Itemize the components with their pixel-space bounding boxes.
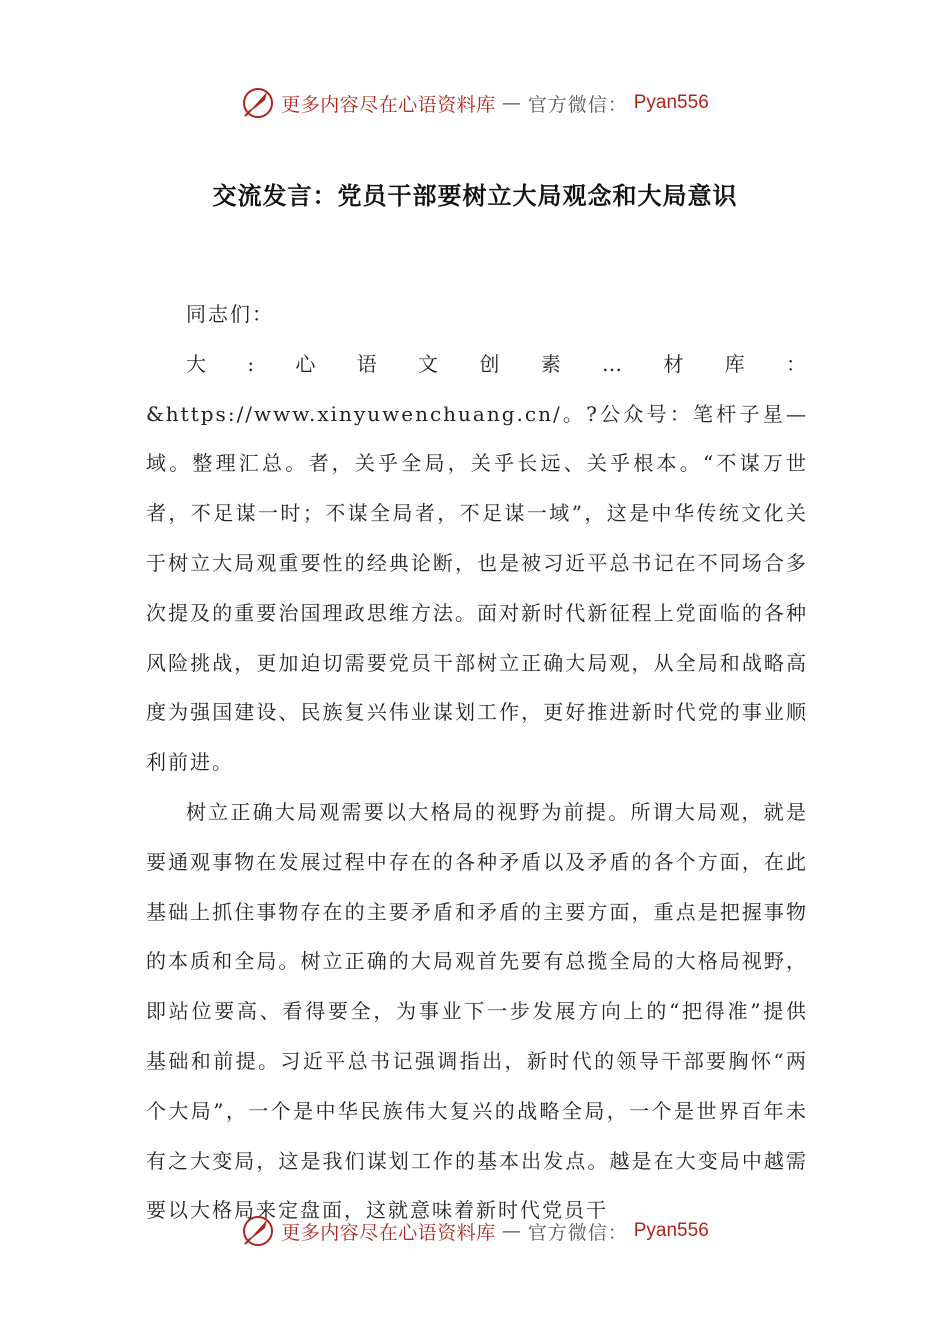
banner-official-label: 官方微信：	[527, 93, 628, 116]
footer-watermark-banner	[0, 1211, 950, 1251]
banner-official-label: 官方微信：	[527, 1221, 628, 1244]
document-title: 交流发言：党员干部要树立大局观念和大局意识	[212, 182, 738, 210]
document-body	[146, 290, 808, 1236]
banner-brand-text: 更多内容尽在心语资料库	[281, 93, 496, 116]
banner-account-id: Pyan556	[633, 1220, 709, 1241]
banner-separator: —	[501, 92, 522, 114]
paragraph-2: 树立正确大局观需要以大格局的视野为前提。所谓大局观，就是要通观事物在发展过程中存在的各种矛盾以及矛盾的各个方面，在此基础上抓住事物存在的主要矛盾和矛盾的主要方面，重点是把握事物的本质和全局。树立正确的大局观首先要有总揽全局的大格局视野，即站位要高、看得要全，为事业下一步发展方向上的“把得准”提供基础和前提。习近平总书记强调指出，新时代的领导干部要胸怀“两个大局”，一个是中华民族伟大复兴的战略全局，一个是世界百年未有之大变局，这是我们谋划工作的基本出发点。越是在大变局中越需要以大格局来定盘面，这就意味着新时代党员干	[146, 799, 808, 1223]
banner-account-id: Pyan556	[633, 92, 709, 113]
salutation: 同志们：	[186, 302, 274, 326]
paragraph-1: 大:心语文创素…材库：&https://www.xinyuwenchuang.cn/。?公众号：笔杆子星—域。整理汇总。者，关乎全局，关乎长远、关乎根本。“不谋万世者，不足谋一时；不谋全局者，不足谋一域”，这是中华传统文化关于树立大局观重要性的经典论断，也是被习近平总书记在不同场合多次提及的重要治国理政思维方法。面对新时代新征程上党面临的各种风险挑战，更加迫切需要党员干部树立正确大局观，从全局和战略高度为强国建设、民族复兴伟业谋划工作，更好推进新时代党的事业顺利前进。	[146, 351, 808, 775]
banner-separator: —	[501, 1220, 522, 1242]
quill-logo-icon	[241, 1214, 275, 1248]
header-watermark-banner	[0, 83, 950, 123]
quill-logo-icon	[241, 86, 275, 120]
banner-brand-text: 更多内容尽在心语资料库	[281, 1221, 496, 1244]
